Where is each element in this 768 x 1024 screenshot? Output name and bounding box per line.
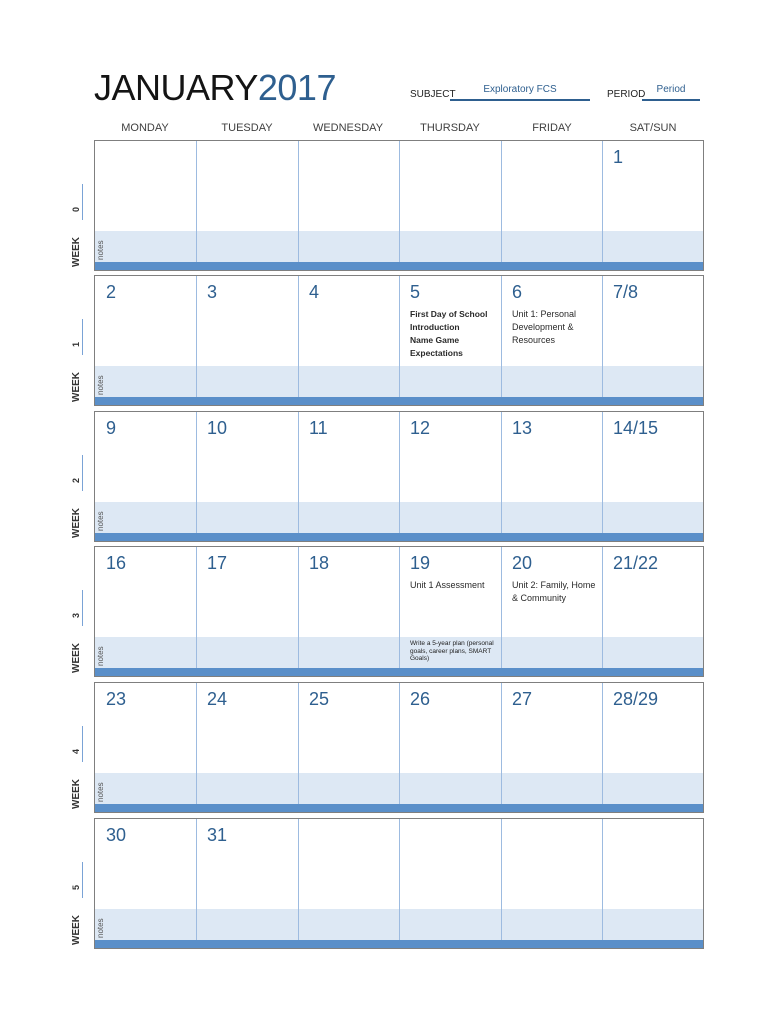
week-divider [82,455,83,491]
week-bottom-bar [95,940,703,948]
week-side-label [68,818,82,949]
day-cell[interactable] [196,547,297,637]
day-cell[interactable] [298,683,399,773]
date-number: 1 [613,147,624,167]
day-cell[interactable] [399,547,500,637]
date-number: 20 [512,553,533,573]
date-number: 30 [106,825,127,845]
day-entry: Unit 1 Assessment [410,580,485,590]
week-number: 5 [71,884,81,890]
day-cell[interactable] [95,547,196,637]
notes-label [96,914,108,938]
period-underline [642,99,700,101]
day-cell[interactable] [298,141,399,231]
date-number: 26 [410,689,431,709]
day-cell[interactable] [196,683,297,773]
date-number: 16 [106,553,127,573]
date-number: 14/15 [613,418,659,438]
period-label: PERIOD [607,89,646,100]
date-number: 5 [410,282,421,302]
week-divider [82,590,83,626]
date-number: 21/22 [613,553,659,573]
date-number: 23 [106,689,127,709]
week-label: WEEK [71,237,82,267]
date-number: 24 [207,689,228,709]
day-cell[interactable] [95,276,196,366]
day-entry: Unit 1: Personal Development & Resources [512,309,577,345]
subject-field[interactable]: Exploratory FCS [483,84,557,95]
week-side-label [68,275,82,406]
day-cell[interactable] [501,412,602,502]
day-cell[interactable] [298,412,399,502]
title-month: JANUARY [94,67,258,108]
week-number: 1 [71,341,81,347]
week-row [94,411,704,542]
day-cell[interactable] [399,819,500,909]
notes-label-text: notes [96,646,105,666]
day-cell[interactable] [501,276,602,366]
notes-label [96,778,108,802]
day-cell[interactable] [602,412,703,502]
week-number: 0 [71,206,81,212]
week-number: 3 [71,612,81,618]
notes-label-text: notes [96,375,105,395]
day-entry: First Day of School Introduction Name Game Expectations [410,309,488,358]
period-field[interactable]: Period [656,84,686,95]
day-cell[interactable] [602,819,703,909]
day-cell[interactable] [95,141,196,231]
notes-label [96,236,108,260]
date-number: 13 [512,418,533,438]
week-number: 2 [71,477,81,483]
week-divider [82,862,83,898]
week-number: 4 [71,748,81,754]
date-number: 9 [106,418,117,438]
notes-label-text: notes [96,918,105,938]
date-number: 10 [207,418,228,438]
week-bottom-bar [95,804,703,812]
day-cell[interactable] [399,141,500,231]
week-label: WEEK [71,915,82,945]
week-label: WEEK [71,372,82,402]
week-side-label [68,140,82,271]
day-cell[interactable] [95,819,196,909]
day-header: TUESDAY [221,122,273,134]
notes-label-text: notes [96,511,105,531]
week-bottom-bar [95,397,703,405]
date-number: 3 [207,282,218,302]
day-cell[interactable] [399,683,500,773]
date-number: 18 [309,553,330,573]
week-row [94,140,704,271]
date-number: 12 [410,418,431,438]
day-cell[interactable] [399,276,500,366]
day-cell[interactable] [298,276,399,366]
day-cell[interactable] [95,412,196,502]
day-cell[interactable] [602,141,703,231]
day-entry: Unit 2: Family, Home & Community [512,580,596,603]
notes-label-text: notes [96,240,105,260]
week-bottom-bar [95,668,703,676]
week-divider [82,726,83,762]
date-number: 11 [309,418,328,438]
day-cell[interactable] [95,683,196,773]
week-row [94,682,704,813]
subject-underline [450,99,590,101]
day-cell[interactable] [399,412,500,502]
day-header: SAT/SUN [629,122,677,134]
day-cell[interactable] [501,547,602,637]
week-label: WEEK [71,643,82,673]
week-side-label [68,546,82,677]
week-row [94,818,704,949]
date-number: 2 [106,282,117,302]
page-title [94,66,336,110]
title-year: 2017 [257,67,336,108]
date-number: 25 [309,689,330,709]
day-cell[interactable] [196,819,297,909]
date-number: 17 [207,553,228,573]
week-row [94,546,704,677]
week-bottom-bar [95,262,703,270]
week-divider [82,184,83,220]
day-cell[interactable] [298,819,399,909]
day-cell[interactable] [501,819,602,909]
day-cell[interactable] [501,141,602,231]
notes-label-text: notes [96,782,105,802]
day-cell[interactable] [602,547,703,637]
day-cell[interactable] [196,412,297,502]
notes-label [96,642,108,666]
date-number: 31 [207,825,228,845]
week-row [94,275,704,406]
week-label: WEEK [71,508,82,538]
date-number: 4 [309,282,320,302]
notes-label [96,371,108,395]
day-header: THURSDAY [420,122,480,134]
week-side-label [68,682,82,813]
date-number: 19 [410,553,431,573]
day-header: MONDAY [121,122,169,134]
notes-entry: Write a 5-year plan (personal goals, career plans, SMART Goals) [410,640,494,662]
day-header: WEDNESDAY [312,122,384,134]
subject-label: SUBJECT [410,89,456,100]
week-label: WEEK [71,779,82,809]
day-cell[interactable] [196,141,297,231]
week-divider [82,319,83,355]
week-bottom-bar [95,533,703,541]
date-number: 28/29 [613,689,659,709]
date-number: 6 [512,282,523,302]
date-number: 27 [512,689,533,709]
notes-label [96,507,108,531]
week-side-label [68,411,82,542]
day-cell[interactable] [298,547,399,637]
day-cell[interactable] [602,683,703,773]
day-cell[interactable] [501,683,602,773]
day-header: FRIDAY [532,122,572,134]
date-number: 7/8 [613,282,639,302]
day-cell[interactable] [602,276,703,366]
day-cell[interactable] [196,276,297,366]
